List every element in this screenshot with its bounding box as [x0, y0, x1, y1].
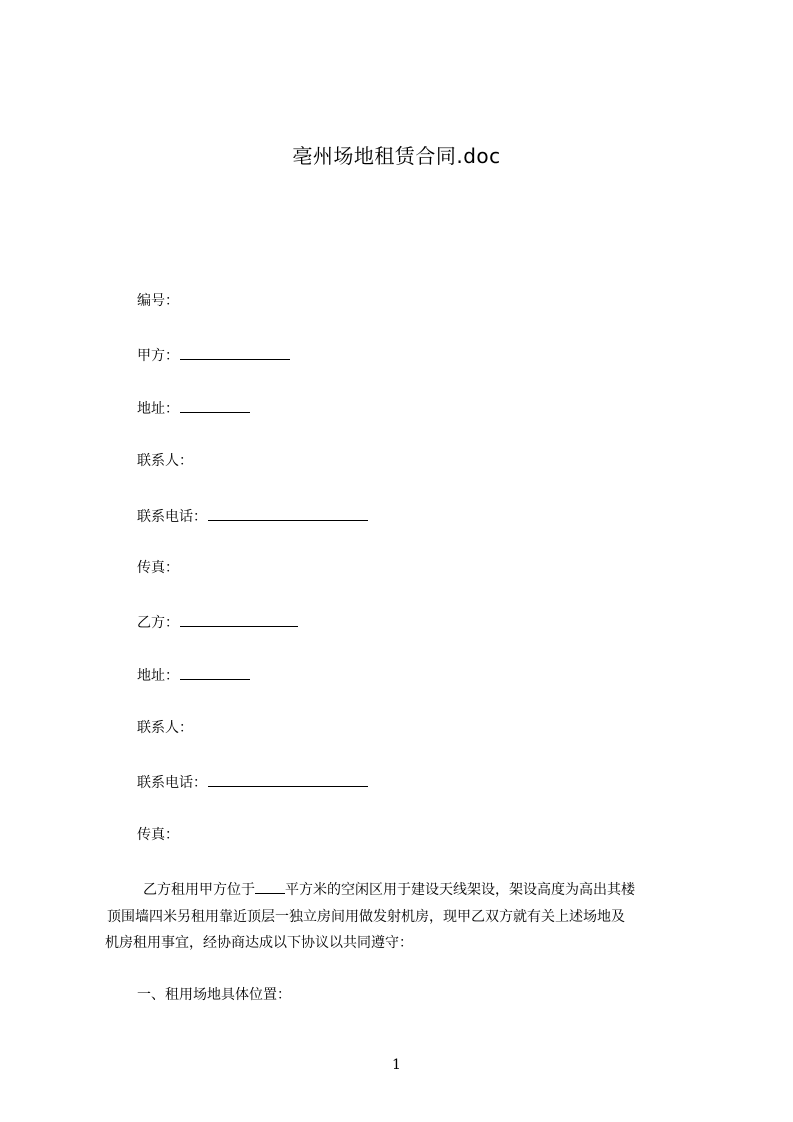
field-label: 联系人：	[137, 453, 193, 469]
field-party-a-phone	[137, 506, 368, 526]
fill-in-blank	[180, 345, 290, 360]
paragraph-text: 乙方租用甲方位于	[143, 882, 255, 898]
field-party-b-address	[137, 665, 250, 685]
field-label: 联系人：	[137, 720, 193, 736]
field-label: 编号：	[137, 293, 179, 309]
field-label: 传真：	[137, 560, 179, 576]
section-heading: 一、租用场地具体位置：	[137, 987, 291, 1003]
field-party-a-contact	[137, 452, 193, 470]
field-party-b-contact	[137, 719, 193, 737]
field-party-b-fax	[137, 826, 179, 844]
field-label: 乙方：	[137, 615, 179, 631]
document-title: 亳州场地租赁合同.doc	[292, 144, 501, 168]
field-label: 地址：	[137, 401, 179, 417]
field-party-b	[137, 612, 298, 632]
field-party-a-fax	[137, 559, 179, 577]
field-label: 联系电话：	[137, 775, 207, 791]
fill-in-blank	[255, 880, 285, 894]
field-label: 地址：	[137, 668, 179, 684]
fill-in-blank	[180, 398, 250, 413]
field-label: 传真：	[137, 827, 179, 843]
fill-in-blank	[208, 772, 368, 787]
field-party-b-phone	[137, 772, 368, 792]
intro-paragraph	[107, 877, 707, 957]
fill-in-blank	[180, 665, 250, 680]
field-party-a	[137, 345, 290, 365]
page-number: 1	[392, 1057, 401, 1073]
field-contract-number	[137, 292, 179, 310]
fill-in-blank	[208, 506, 368, 521]
fill-in-blank	[180, 612, 298, 627]
paragraph-line	[107, 877, 707, 904]
field-label: 联系电话：	[137, 509, 207, 525]
paragraph-line: 顶围墙四米另租用靠近顶层一独立房间用做发射机房，现甲乙双方就有关上述场地及	[107, 908, 625, 925]
field-party-a-address	[137, 398, 250, 418]
field-label: 甲方：	[137, 348, 179, 364]
paragraph-text: 平方米的空闲区用于建设天线架设，架设高度为高出其楼	[285, 882, 635, 898]
paragraph-line: 机房租用事宜，经协商达成以下协议以共同遵守：	[105, 935, 413, 951]
